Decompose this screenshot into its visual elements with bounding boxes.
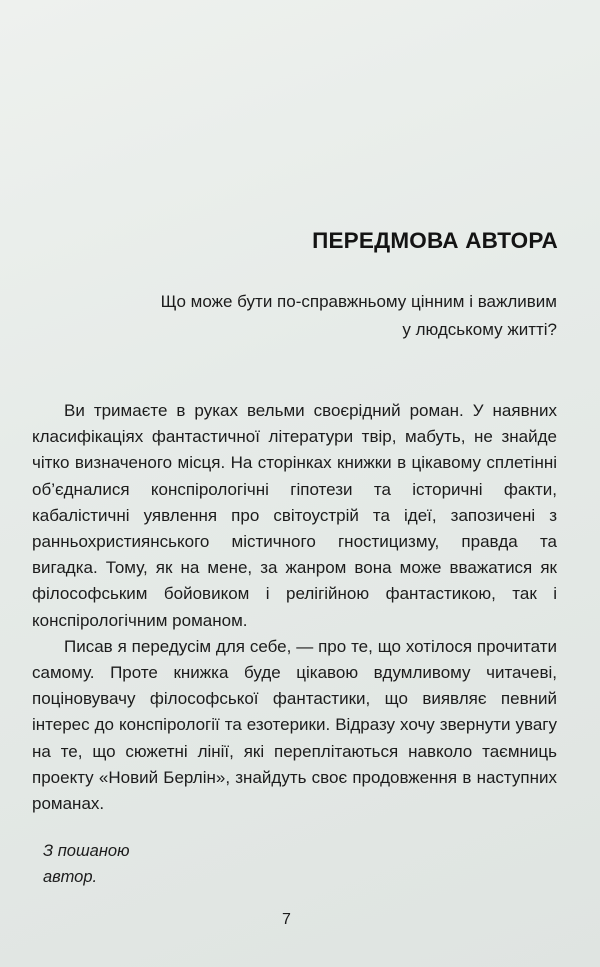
signature-line: З пошаною — [43, 842, 130, 860]
page-title: ПЕРЕДМОВА АВТОРА — [312, 228, 558, 253]
epigraph — [97, 288, 557, 344]
signature-line: автор. — [43, 868, 98, 886]
signature — [43, 838, 130, 890]
paragraph: Писав я передусім для себе, — про те, що хотілося прочитати самому. Проте книжка буде цікавою вдумливому читачеві, поціновувачу філософської фантастики, що виявляє певний інтерес до конспірології та езотерики. Відразу хочу звернути увагу на те, що сюжетні лінії, які переплітаються навколо таємниць проекту «Новий Берлін», знайдуть своє продовження в наступних романах. — [32, 636, 557, 814]
body-text — [32, 398, 557, 817]
epigraph-line: у людському житті? — [402, 320, 557, 339]
page-number: 7 — [282, 911, 291, 928]
paragraph: Ви тримаєте в руках вельми своєрідний роман. У наявних класифікаціях фантастичної літератури твір, мабуть, не знайде чітко визначеного місця. На сторінках книжки в цікавому сплетінні об’єдналися конспірологічні гіпотези та історичні факти, кабалістичні уявлення про світоустрій та ідеї, запозичені з ранньохристиянського містичного гностицизму, правда та вигадка. Тому, як на мене, за жанром вона може вважатися як філософським бойовиком і релігійною фантастикою, так і конспірологічним романом. — [32, 401, 557, 630]
epigraph-line: Що може бути по-справжньому цінним і важливим — [160, 292, 557, 311]
